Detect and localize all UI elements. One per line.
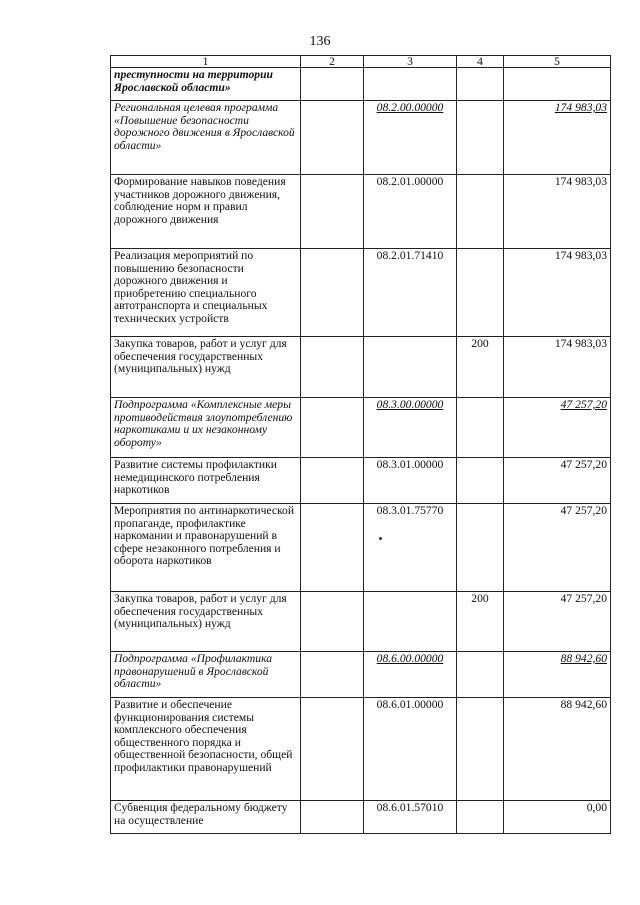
- row-amount-text: 47 257,20: [560, 398, 607, 411]
- row-col2-cell: [301, 398, 364, 458]
- row-code-cell: [364, 652, 457, 698]
- row-amount-cell: [504, 398, 611, 458]
- row-vr-cell: [457, 101, 504, 175]
- row-col2-cell: [301, 698, 364, 801]
- row-amount-cell: [504, 101, 611, 175]
- row-col2-cell: [301, 337, 364, 398]
- table-row: [111, 458, 611, 504]
- row-name-text: Закупка товаров, работ и услуг для обеспечения государственных (муниципальных) нужд: [114, 592, 287, 631]
- header-col-5: 5: [504, 56, 611, 68]
- row-name-text: Региональная целевая программа «Повышение безопасности дорожного движения в Ярославской области»: [114, 101, 295, 152]
- row-col2-cell: [301, 249, 364, 337]
- table-row: [111, 337, 611, 398]
- row-vr-cell: [457, 175, 504, 249]
- row-amount-cell: [504, 458, 611, 504]
- row-amount-cell: [504, 68, 611, 101]
- page-number: 136: [309, 34, 331, 49]
- table-row: [111, 592, 611, 652]
- row-vr-text: 200: [471, 592, 489, 605]
- table-row: [111, 68, 611, 101]
- row-vr-text: 200: [471, 337, 489, 350]
- row-name-cell: [111, 592, 301, 652]
- row-code-text: 08.2.01.71410: [376, 249, 444, 262]
- row-vr-cell: [457, 652, 504, 698]
- scan-speck: [379, 537, 382, 540]
- row-amount-text: 174 983,03: [554, 175, 607, 188]
- row-amount-text: 47 257,20: [560, 504, 607, 517]
- row-name-text: преступности на территории Ярославской области»: [114, 68, 273, 94]
- budget-table: [110, 55, 611, 834]
- row-name-cell: [111, 249, 301, 337]
- row-amount-text: 174 983,03: [554, 249, 607, 262]
- row-name-cell: [111, 175, 301, 249]
- row-vr-cell: [457, 698, 504, 801]
- header-col-1: 1: [111, 56, 301, 68]
- row-vr-cell: [457, 801, 504, 834]
- row-col2-cell: [301, 801, 364, 834]
- row-vr-cell: [457, 68, 504, 101]
- row-code-cell: [364, 249, 457, 337]
- row-name-cell: [111, 398, 301, 458]
- row-name-cell: [111, 504, 301, 592]
- table-row: [111, 652, 611, 698]
- row-vr-cell: [457, 458, 504, 504]
- row-amount-cell: [504, 249, 611, 337]
- row-code-cell: [364, 801, 457, 834]
- table-row: [111, 101, 611, 175]
- row-name-cell: [111, 337, 301, 398]
- row-code-cell: [364, 398, 457, 458]
- row-vr-cell: [457, 504, 504, 592]
- row-col2-cell: [301, 101, 364, 175]
- table-row: [111, 698, 611, 801]
- row-amount-cell: [504, 592, 611, 652]
- row-name-cell: [111, 458, 301, 504]
- row-name-cell: [111, 652, 301, 698]
- row-code-cell: [364, 101, 457, 175]
- table-row: [111, 175, 611, 249]
- row-code-cell: [364, 698, 457, 801]
- row-amount-cell: [504, 652, 611, 698]
- row-code-text: 08.3.01.00000: [376, 458, 444, 471]
- row-code-text: 08.6.01.57010: [376, 801, 444, 814]
- row-vr-cell: [457, 337, 504, 398]
- row-name-cell: [111, 801, 301, 834]
- table-row: [111, 801, 611, 834]
- row-code-cell: [364, 68, 457, 101]
- row-vr-cell: [457, 592, 504, 652]
- row-col2-cell: [301, 652, 364, 698]
- row-name-text: Мероприятия по антинаркотической пропаганде, профилактике наркомании и правонарушений в сфере незаконного потребления и оборота наркотиков: [114, 504, 295, 568]
- row-amount-text: 88 942,60: [560, 698, 607, 711]
- header-col-2: 2: [301, 56, 364, 68]
- row-name-text: Реализация мероприятий по повышению безопасности дорожного движения и приобретению специального автотранспорта и специальных технических устройств: [114, 249, 268, 325]
- header-col-4: 4: [457, 56, 504, 68]
- row-amount-cell: [504, 504, 611, 592]
- row-name-text: Подпрограмма «Комплексные меры противодействия злоупотреблению наркотиками и их незаконному обороту»: [114, 398, 293, 449]
- row-amount-text: 174 983,03: [554, 337, 607, 350]
- row-amount-cell: [504, 175, 611, 249]
- row-code-text: 08.6.00.00000: [376, 652, 444, 665]
- row-vr-cell: [457, 249, 504, 337]
- table-row: [111, 249, 611, 337]
- row-code-text: 08.3.00.00000: [376, 398, 444, 411]
- row-amount-text: 47 257,20: [560, 592, 607, 605]
- row-code-text: 08.6.01.00000: [376, 698, 444, 711]
- row-amount-text: 47 257,20: [560, 458, 607, 471]
- row-name-text: Подпрограмма «Профилактика правонарушений в Ярославской области»: [114, 652, 273, 691]
- row-amount-cell: [504, 801, 611, 834]
- row-col2-cell: [301, 68, 364, 101]
- row-code-cell: [364, 504, 457, 592]
- row-name-text: Развитие системы профилактики немедицинского потребления наркотиков: [114, 458, 277, 497]
- header-row: [111, 56, 611, 68]
- table-row: [111, 504, 611, 592]
- row-code-text: 08.3.01.75770: [376, 504, 444, 517]
- table-row: [111, 398, 611, 458]
- row-code-text: 08.2.01.00000: [376, 175, 444, 188]
- row-name-text: Формирование навыков поведения участников дорожного движения, соблюдение норм и правил дорожного движения: [114, 175, 286, 226]
- row-name-text: Закупка товаров, работ и услуг для обеспечения государственных (муниципальных) нужд: [114, 337, 287, 376]
- row-amount-cell: [504, 337, 611, 398]
- row-code-cell: [364, 175, 457, 249]
- row-amount-text: 88 942,60: [560, 652, 607, 665]
- header-col-3: 3: [364, 56, 457, 68]
- row-col2-cell: [301, 592, 364, 652]
- row-amount-text: 0,00: [586, 801, 607, 814]
- row-vr-cell: [457, 398, 504, 458]
- row-amount-text: 174 983,03: [554, 101, 607, 114]
- row-code-cell: [364, 458, 457, 504]
- row-name-cell: [111, 698, 301, 801]
- row-col2-cell: [301, 458, 364, 504]
- row-name-cell: [111, 101, 301, 175]
- row-name-text: Развитие и обеспечение функционирования системы комплексного обеспечения общественного порядка и общественной безопасности, общей профилактики правонарушений: [114, 698, 293, 774]
- row-code-cell: [364, 592, 457, 652]
- row-code-cell: [364, 337, 457, 398]
- row-col2-cell: [301, 504, 364, 592]
- row-amount-cell: [504, 698, 611, 801]
- row-name-text: Субвенция федеральному бюджету на осуществление: [114, 801, 288, 827]
- row-name-cell: [111, 68, 301, 101]
- row-col2-cell: [301, 175, 364, 249]
- row-code-text: 08.2.00.00000: [376, 101, 444, 114]
